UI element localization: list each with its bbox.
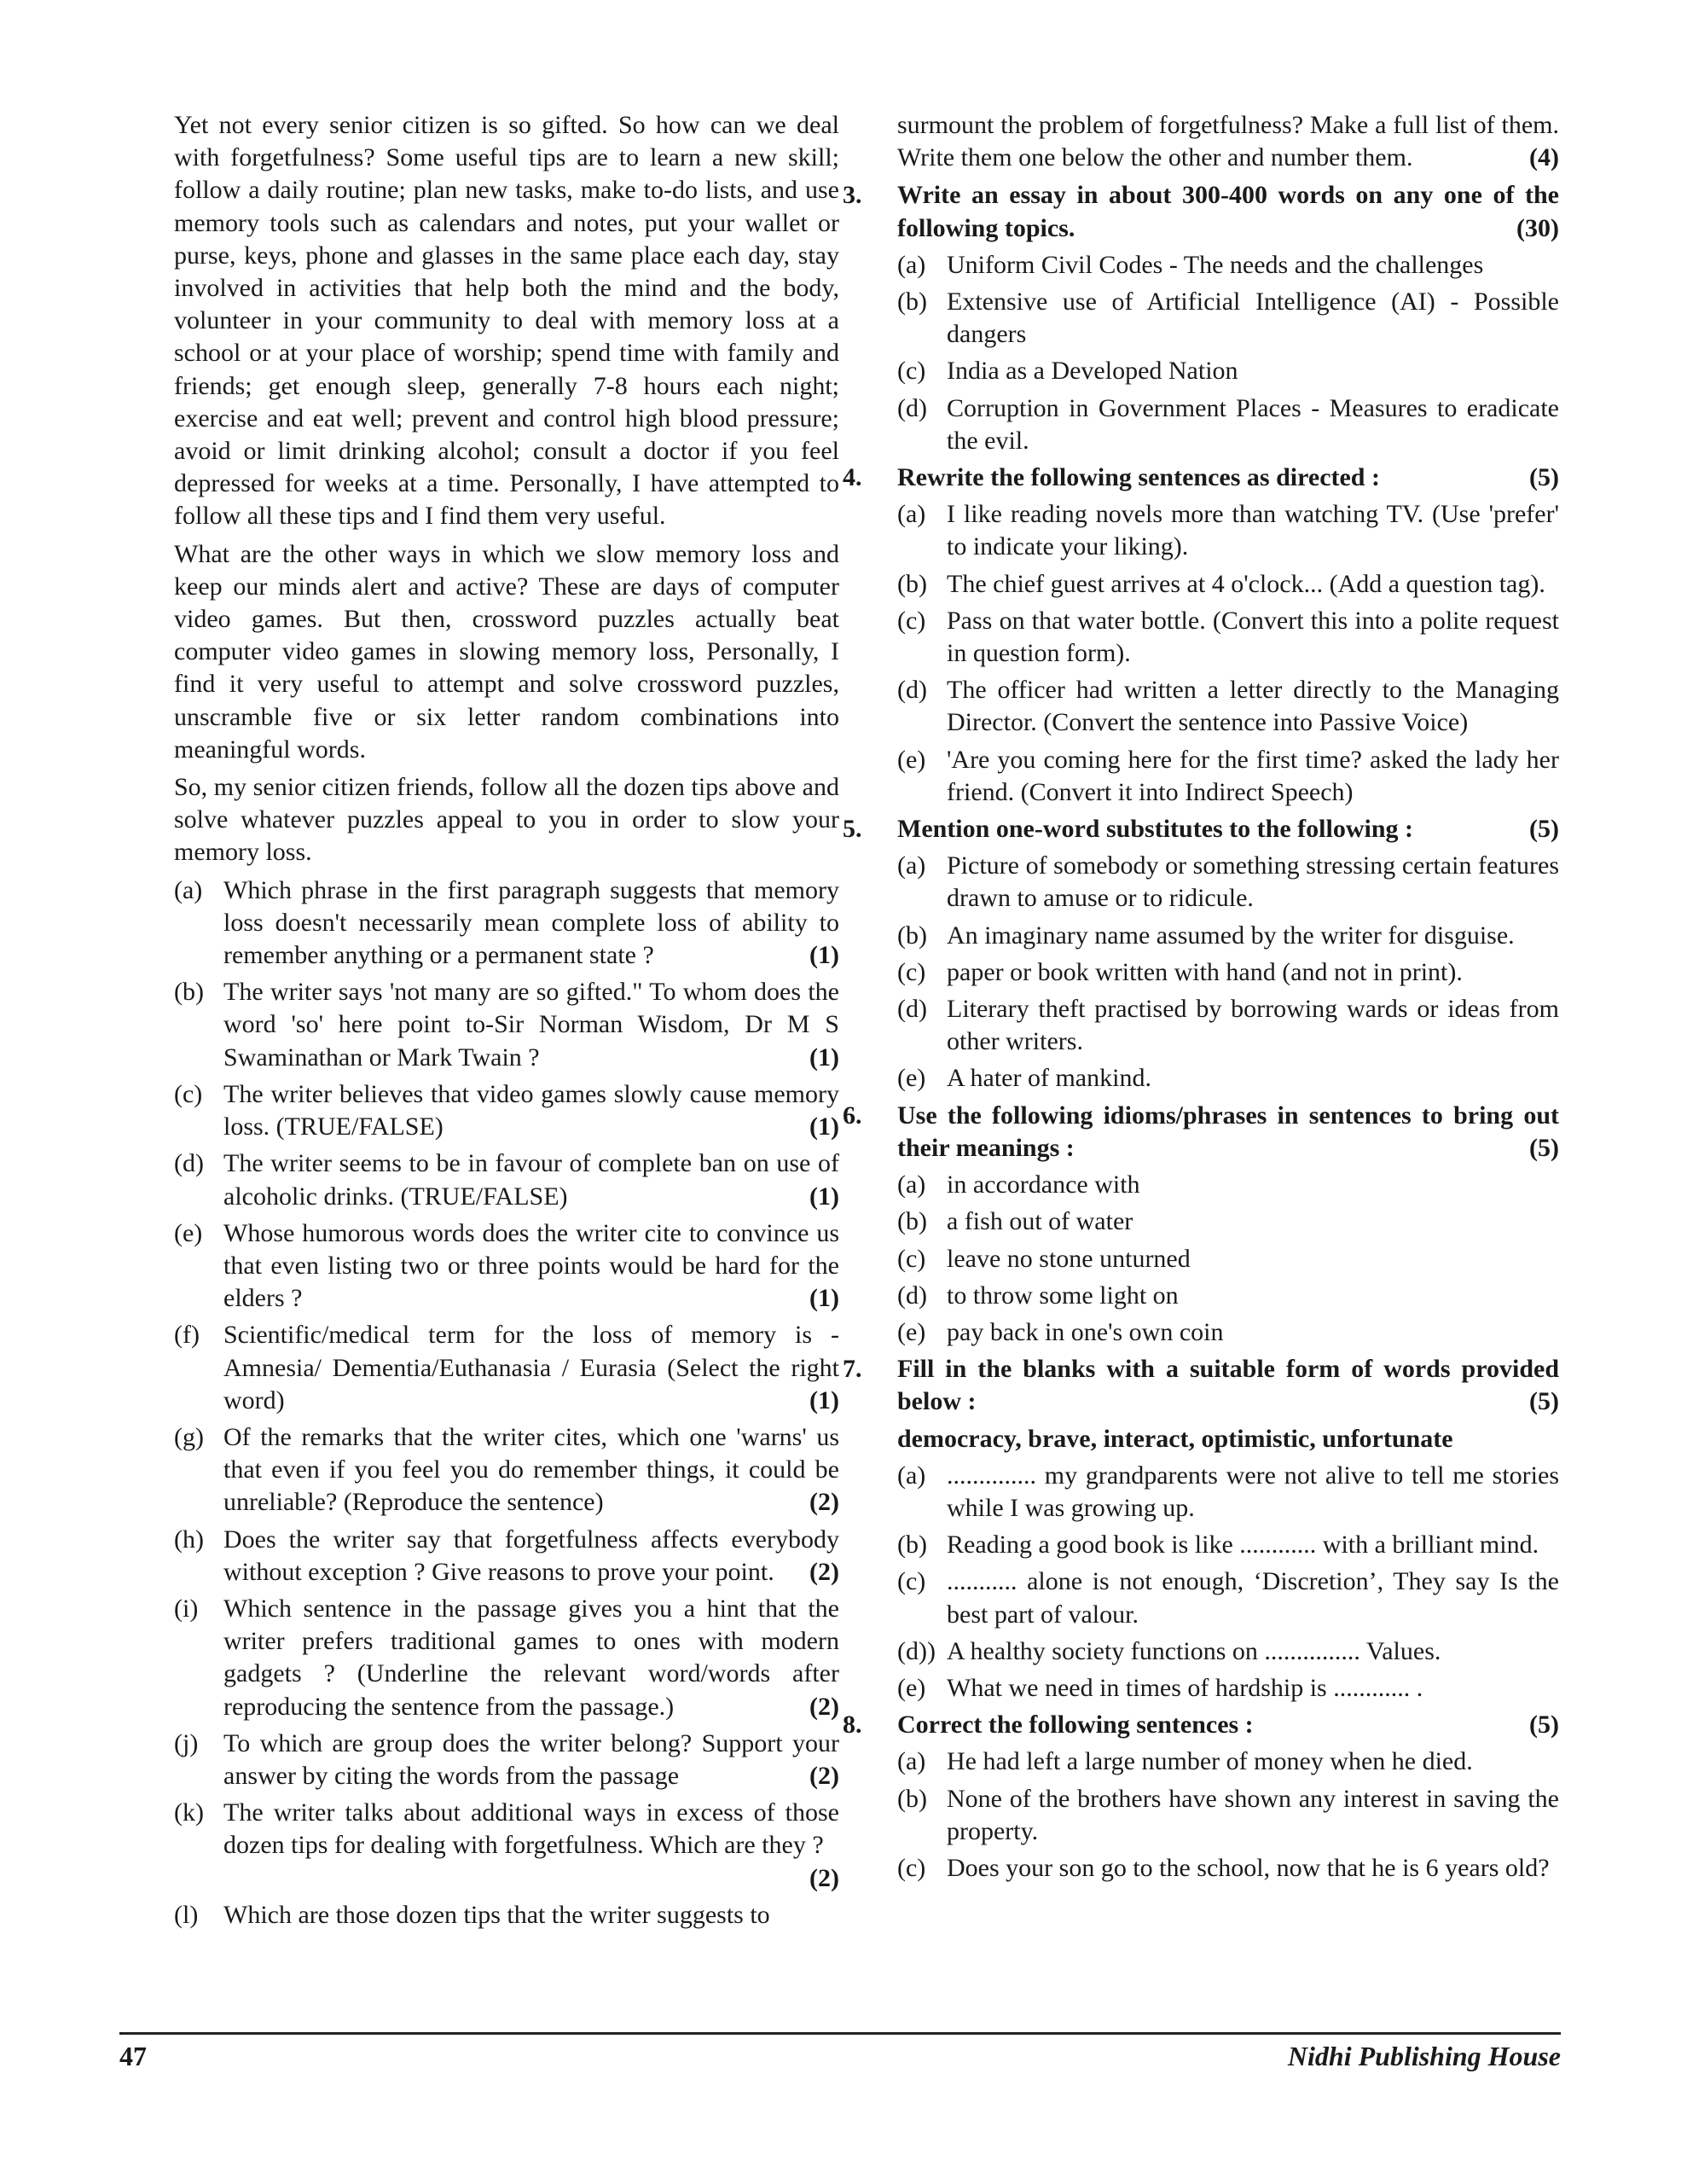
comprehension-item-l: [174, 1899, 839, 1931]
question-5-heading: [843, 813, 1559, 845]
item-label: (c): [897, 1567, 926, 1596]
item-label: (f): [174, 1321, 200, 1350]
continuation-text: surmount the problem of forgetfulness? Make a full list of them. Write them one below the other and number them.: [897, 111, 1559, 172]
question-7-heading: [843, 1353, 1559, 1418]
item-text: to throw some light on: [947, 1281, 1179, 1310]
item-label: (d)): [897, 1636, 936, 1665]
item-text: Whose humorous words does the writer cite to convince us that even listing two or three points would be hard for the elders ?: [223, 1218, 839, 1313]
item-marks: (1): [809, 1043, 839, 1072]
question-title: Correct the following sentences :: [897, 1711, 1254, 1740]
item-label: (e): [897, 1317, 926, 1346]
comprehension-item-b: [174, 976, 839, 1074]
page-number: 47: [119, 2041, 147, 2071]
item-label: (a): [897, 250, 926, 279]
question-title: Write an essay in about 300-400 words on any one of the following topics.: [897, 181, 1559, 242]
question-marks: (5): [1529, 1711, 1559, 1740]
list-item: [897, 993, 1559, 1058]
question-number: 8.: [843, 1711, 862, 1740]
item-text: The officer had written a letter directly to the Managing Director. (Convert the sentence into Passive Voice): [947, 676, 1559, 737]
question-title: Use the following idioms/phrases in sentences to bring out their meanings :: [897, 1101, 1559, 1162]
item-label: (g): [174, 1422, 204, 1451]
question-6-heading: [843, 1100, 1559, 1165]
item-l-continuation: [843, 109, 1559, 174]
item-label: (b): [897, 569, 927, 598]
item-text: Literary theft practised by borrowing wards or ideas from other writers.: [947, 995, 1559, 1056]
item-label: (h): [174, 1525, 204, 1554]
list-item: [897, 1565, 1559, 1630]
item-label: (c): [897, 1244, 926, 1273]
item-text: What we need in times of hardship is ............ .: [947, 1673, 1423, 1702]
list-item: [897, 1745, 1559, 1778]
list-item: [897, 249, 1559, 282]
list-item: [897, 1062, 1559, 1095]
item-text: ........... alone is not enough, ‘Discretion’, They say Is the best part of valour.: [947, 1567, 1559, 1629]
item-marks: (2): [809, 1863, 839, 1892]
item-text: Picture of somebody or something stressing certain features drawn to amuse or to ridicule.: [947, 851, 1559, 913]
list-item: [897, 956, 1559, 989]
item-label: (e): [174, 1218, 203, 1247]
item-text: The writer believes that video games slowly cause memory loss. (TRUE/FALSE): [223, 1079, 839, 1141]
item-text: Does the writer say that forgetfulness affects everybody without exception ? Give reasons to prove your point.: [223, 1525, 839, 1586]
question-title: Fill in the blanks with a suitable form of words provided below :: [897, 1355, 1559, 1416]
item-label: (b): [897, 921, 927, 950]
item-text: pay back in one's own coin: [947, 1317, 1224, 1346]
question-number: 6.: [843, 1101, 862, 1130]
question-number: 4.: [843, 463, 862, 492]
list-item: [897, 1635, 1559, 1668]
item-label: (b): [174, 978, 204, 1007]
list-item: [897, 1672, 1559, 1705]
item-text: The chief guest arrives at 4 o'clock... (Add a question tag).: [947, 569, 1545, 598]
item-label: (i): [174, 1594, 199, 1623]
left-column: [174, 109, 839, 1936]
question-4-heading: [843, 462, 1559, 494]
item-marks: (1): [809, 1385, 839, 1414]
item-label: (c): [897, 606, 926, 635]
item-marks: (1): [809, 1112, 839, 1141]
comprehension-item-g: [174, 1421, 839, 1519]
item-text: Which sentence in the passage gives you a hint that the writer prefers traditional games to ones with modern gadgets ? (Underline the relevant word/words after reproducing the sentence from the passage.): [223, 1594, 839, 1721]
item-text: A hater of mankind.: [947, 1064, 1151, 1093]
item-marks: (1): [809, 941, 839, 970]
comprehension-item-a: [174, 874, 839, 973]
question-8-heading: [843, 1709, 1559, 1741]
question-number: 7.: [843, 1355, 862, 1384]
item-label: (j): [174, 1728, 199, 1757]
comprehension-item-d: [174, 1147, 839, 1212]
item-text: To which are group does the writer belong? Support your answer by citing the words from the passage: [223, 1728, 839, 1790]
list-item: [897, 568, 1559, 601]
item-label: (d): [897, 393, 927, 422]
item-text: Uniform Civil Codes - The needs and the challenges: [947, 250, 1484, 279]
list-item: [897, 1280, 1559, 1312]
list-item: [897, 850, 1559, 915]
item-marks: (2): [809, 1761, 839, 1790]
publisher-name: Nidhi Publishing House: [1287, 2041, 1561, 2071]
item-label: (a): [897, 1170, 926, 1199]
item-label: (d): [897, 1281, 927, 1310]
question-marks: (30): [1516, 213, 1559, 242]
item-marks: (1): [809, 1284, 839, 1313]
list-item: [897, 1316, 1559, 1349]
item-label: (c): [897, 1853, 926, 1882]
item-marks: (1): [809, 1182, 839, 1211]
item-text: paper or book written with hand (and not in print).: [947, 957, 1463, 986]
question-marks: (5): [1529, 1387, 1559, 1416]
list-item: [897, 605, 1559, 670]
item-text: a fish out of water: [947, 1207, 1133, 1236]
question-title: Rewrite the following sentences as directed :: [897, 463, 1380, 492]
item-text: Which are those dozen tips that the writer suggests to: [223, 1900, 770, 1929]
item-text: He had left a large number of money when he died.: [947, 1747, 1473, 1776]
question-8-items: [843, 1745, 1559, 1885]
item-text: Of the remarks that the writer cites, which one 'warns' us that even if you feel you do remember things, it could be unreliable? (Reproduce the sentence): [223, 1422, 839, 1517]
question-3-heading: [843, 179, 1559, 244]
comprehension-item-c: [174, 1078, 839, 1143]
item-text: 'Are you coming here for the first time? asked the lady her friend. (Convert it into Indirect Speech): [947, 745, 1559, 806]
list-item: [897, 1243, 1559, 1275]
item-label: (e): [897, 1673, 926, 1702]
question-number: 3.: [843, 181, 862, 210]
item-label: (c): [897, 357, 926, 386]
comprehension-item-k: [174, 1797, 839, 1895]
list-item: [897, 498, 1559, 563]
item-label: (d): [174, 1149, 204, 1178]
item-label: (a): [897, 851, 926, 880]
question-marks: (5): [1529, 815, 1559, 844]
item-text: A healthy society functions on ............... Values.: [947, 1636, 1441, 1665]
item-label: (c): [174, 1079, 203, 1108]
item-text: Pass on that water bottle. (Convert this into a polite request in question form).: [947, 606, 1559, 668]
list-item: [897, 1205, 1559, 1238]
comprehension-item-i: [174, 1593, 839, 1723]
item-label: (l): [174, 1900, 199, 1929]
comprehension-item-j: [174, 1728, 839, 1792]
comprehension-item-h: [174, 1524, 839, 1589]
list-item: [897, 392, 1559, 457]
item-text: The writer says 'not many are so gifted." To whom does the word 'so' here point to-Sir Norman Wisdom, Dr M S Swaminathan or Mark Twain ?: [223, 978, 839, 1072]
question-4-items: [843, 498, 1559, 809]
passage-paragraph-2: What are the other ways in which we slow memory loss and keep our minds alert and active? These are days of computer video games. But then, crossword puzzles actually beat computer video games in slowing memory loss, Personally, I find it very useful to attempt and solve crossword puzzles, unscramble five or six letter random combinations into meaningful words.: [174, 539, 839, 764]
list-item: [897, 1783, 1559, 1848]
item-text: None of the brothers have shown any interest in saving the property.: [947, 1784, 1559, 1845]
footer-divider: [119, 2032, 1561, 2035]
item-text: Reading a good book is like ............ with a brilliant mind.: [947, 1531, 1539, 1560]
list-item: [897, 1529, 1559, 1561]
item-marks: (2): [809, 1692, 839, 1721]
question-title: Mention one-word substitutes to the following :: [897, 815, 1413, 844]
right-column: [843, 109, 1559, 1889]
question-6-items: [843, 1169, 1559, 1349]
list-item: [897, 1460, 1559, 1525]
item-text: The writer talks about additional ways in excess of those dozen tips for dealing with forgetfulness. Which are they ?: [223, 1798, 839, 1860]
comprehension-item-e: [174, 1217, 839, 1316]
item-text: The writer seems to be in favour of complete ban on use of alcoholic drinks. (TRUE/FALSE): [223, 1149, 839, 1211]
list-item: [897, 1852, 1559, 1885]
item-label: (c): [897, 957, 926, 986]
item-text: leave no stone unturned: [947, 1244, 1191, 1273]
item-label: (e): [897, 1064, 926, 1093]
item-text: in accordance with: [947, 1170, 1140, 1199]
question-7-items: [843, 1460, 1559, 1705]
question-marks: (5): [1529, 1133, 1559, 1162]
item-text: Extensive use of Artificial Intelligence (AI) - Possible dangers: [947, 288, 1559, 349]
item-text: I like reading novels more than watching TV. (Use 'prefer' to indicate your liking).: [947, 500, 1559, 561]
item-marks: (4): [1529, 143, 1559, 172]
item-text: Scientific/medical term for the loss of memory is - Amnesia/ Dementia/Euthanasia / Eurasia (Select the right word): [223, 1321, 839, 1414]
word-bank: democracy, brave, interact, optimistic, unfortunate: [897, 1424, 1453, 1453]
item-label: (a): [174, 875, 203, 904]
item-label: (k): [174, 1798, 204, 1827]
item-text: .............. my grandparents were not alive to tell me stories while I was growing up.: [947, 1461, 1559, 1522]
item-label: (d): [897, 995, 927, 1024]
passage-paragraph-1: Yet not every senior citizen is so gifted. So how can we deal with forgetfulness? Some useful tips are to learn a new skill; follow a daily routine; plan new tasks, make to-do lists, and use memory tools such as calendars and notes, put your wallet or purse, keys, phone and glasses in the same place each day, stay involved in activities that help both the mind and the body, volunteer in your community to deal with memory loss at a school or at your place of worship; spend time with family and friends; get enough sleep, generally 7-8 hours each night; exercise and eat well; prevent and control high blood pressure; avoid or limit drinking alcohol; consult a doctor if you feel depressed for weeks at a time. Personally, I have attempted to follow all these tips and I find them very useful.: [174, 111, 839, 531]
list-item: [897, 744, 1559, 809]
comprehension-item-f: [174, 1319, 839, 1417]
item-text: Does your son go to the school, now that he is 6 years old?: [947, 1853, 1550, 1882]
list-item: [897, 674, 1559, 739]
item-marks: (2): [809, 1557, 839, 1586]
list-item: [897, 355, 1559, 387]
item-marks: (2): [809, 1488, 839, 1517]
list-item: [897, 286, 1559, 351]
item-text: An imaginary name assumed by the writer for disguise.: [947, 921, 1515, 950]
list-item: [897, 920, 1559, 952]
item-label: (e): [897, 745, 926, 774]
item-label: (b): [897, 1531, 927, 1560]
item-label: (a): [897, 1461, 926, 1490]
item-label: (d): [897, 676, 927, 705]
question-3-items: [843, 249, 1559, 457]
passage-paragraph-3: So, my senior citizen friends, follow all the dozen tips above and solve whatever puzzles appeal to you in order to slow your memory loss.: [174, 773, 839, 867]
list-item: [897, 1169, 1559, 1201]
question-5-items: [843, 850, 1559, 1095]
item-label: (b): [897, 1207, 927, 1236]
item-label: (b): [897, 288, 927, 317]
item-label: (a): [897, 1747, 926, 1776]
question-marks: (5): [1529, 463, 1559, 492]
item-text: Corruption in Government Places - Measures to eradicate the evil.: [947, 393, 1559, 455]
question-number: 5.: [843, 815, 862, 844]
item-text: India as a Developed Nation: [947, 357, 1238, 386]
item-label: (a): [897, 500, 926, 529]
item-text: Which phrase in the first paragraph suggests that memory loss doesn't necessarily mean complete loss of ability to remember anything or a permanent state ?: [223, 875, 839, 970]
item-label: (b): [897, 1784, 927, 1813]
